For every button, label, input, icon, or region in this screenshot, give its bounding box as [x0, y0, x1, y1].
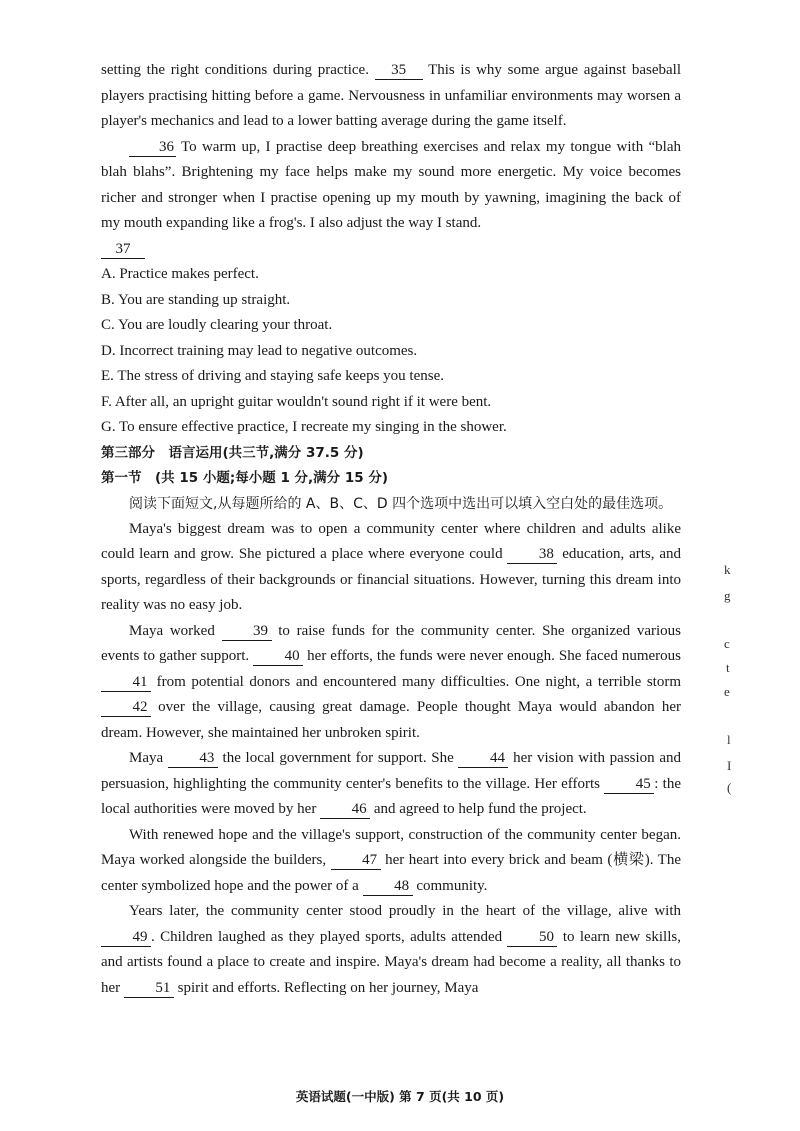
passage-text: This is why some argue against baseball players practising hitting before a game. Nervousness in unfamiliar environments may worsen a player's mechanics and lead to a lower batting average during the game itself.: [101, 62, 682, 129]
blank-39: 39: [222, 622, 272, 641]
option-b: B. You are standing up straight.: [101, 291, 291, 308]
page-content: [101, 58, 681, 1001]
cloze-paragraph: [101, 619, 681, 747]
option-d: D. Incorrect training may lead to negative outcomes.: [101, 342, 418, 359]
option-f: F. After all, an upright guitar wouldn't sound right if it were bent.: [101, 393, 492, 410]
blank-37: 37: [101, 240, 145, 259]
blank-49: 49: [101, 928, 151, 947]
cloze-paragraph: [101, 823, 681, 900]
cloze-text: her heart into every brick and beam (横梁). The center symbolized hope and the power of a: [101, 852, 682, 894]
part-title: 第三部分 语言运用(共三节,满分 37.5 分): [101, 444, 364, 461]
blank-51: 51: [124, 979, 174, 998]
margin-mark: e: [724, 684, 730, 699]
cloze-text: Maya: [129, 750, 168, 766]
page-footer: 英语试题(一中版) 第 7 页(共 10 页): [295, 1089, 505, 1104]
cloze-text: to learn new skills, and artists found a place to create and inspire. Maya's dream had become a reality, all thanks to her: [101, 928, 681, 996]
blank-41: 41: [101, 673, 151, 692]
cloze-text: With renewed hope and the village's support, construction of the community center began. Maya worked alongside the builders,: [101, 826, 681, 868]
cloze-text: . Children laughed as they played sports, adults attended: [151, 928, 508, 945]
margin-mark: (: [727, 780, 732, 795]
blank-35: 35: [375, 61, 423, 80]
cloze-text: from potential donors and encountered many difficulties. One night, a terrible storm: [151, 673, 681, 690]
section-title: 第一节 (共 15 小题;每小题 1 分,满分 15 分): [101, 469, 389, 486]
passage-text: setting the right conditions during practice.: [101, 62, 369, 78]
cloze-text: Maya's biggest dream was to open a community center where children and adults alike could learn and grow. She pictured a place where everyone could: [101, 520, 681, 562]
passage-paragraph: [101, 135, 681, 237]
cloze-text: her efforts, the funds were never enough. She faced numerous: [303, 648, 681, 664]
passage-paragraph: [101, 237, 681, 263]
cloze-text: Years later, the community center stood proudly in the heart of the village, alive with: [129, 903, 681, 919]
option-c: C. You are loudly clearing your throat.: [101, 317, 333, 333]
options-list: [101, 262, 681, 441]
cloze-text: : the local authorities were moved by her: [101, 775, 681, 817]
blank-42: 42: [101, 698, 151, 717]
blank-40: 40: [253, 647, 303, 666]
blank-38: 38: [507, 545, 557, 564]
margin-mark: c: [724, 636, 730, 651]
blank-50: 50: [507, 928, 557, 947]
blank-45: 45: [604, 775, 654, 794]
cloze-text: and agreed to help fund the project.: [370, 801, 587, 817]
cloze-text: community.: [412, 877, 488, 894]
blank-44: 44: [458, 749, 508, 768]
blank-47: 47: [331, 851, 381, 870]
cloze-text: her vision with passion and persuasion, highlighting the community center's benefits to the village. Her efforts: [101, 750, 681, 792]
blank-36: 36: [129, 138, 176, 157]
blank-43: 43: [168, 749, 218, 768]
margin-mark: I: [727, 758, 732, 773]
instruction: 阅读下面短文,从每题所给的 A、B、C、D 四个选项中选出可以填入空白处的最佳选项。: [129, 495, 673, 512]
blank-48: 48: [363, 877, 413, 896]
cloze-paragraph: [101, 899, 681, 1001]
option-a: A. Practice makes perfect.: [101, 266, 259, 282]
cloze-text: spirit and efforts. Reflecting on her journey, Maya: [173, 979, 479, 996]
option-g: G. To ensure effective practice, I recreate my singing in the shower.: [101, 419, 507, 435]
cloze-text: education, arts, and sports, regardless of their backgrounds or financial situations. However, turning this dream into reality was no easy job.: [101, 546, 681, 613]
cloze-text: the local government for support. She: [217, 750, 459, 766]
cloze-text: over the village, causing great damage. People thought Maya would abandon her dream. However, she maintained her unbroken spirit.: [101, 699, 681, 741]
margin-mark: t: [726, 660, 730, 675]
passage-paragraph: [101, 58, 681, 135]
cloze-text: Maya worked: [129, 622, 222, 639]
margin-mark: l: [727, 732, 731, 747]
blank-46: 46: [320, 800, 370, 819]
margin-mark: g: [724, 588, 731, 603]
cloze-text: to raise funds for the community center. She organized various events to gather support.: [101, 622, 681, 664]
cloze-paragraph: [101, 517, 681, 619]
margin-mark: k: [724, 562, 731, 577]
cloze-paragraph: [101, 746, 681, 823]
passage-text: To warm up, I practise deep breathing exercises and relax my tongue with “blah blah blahs”. Brightening my face helps make my sound more energetic. My voice becomes richer and stronger when I practise opening up my mouth by yawning, imagining the back of my mouth expanding like a frog's. I also adjust the way I stand.: [101, 138, 681, 231]
option-e: E. The stress of driving and staying safe keeps you tense.: [101, 368, 444, 384]
